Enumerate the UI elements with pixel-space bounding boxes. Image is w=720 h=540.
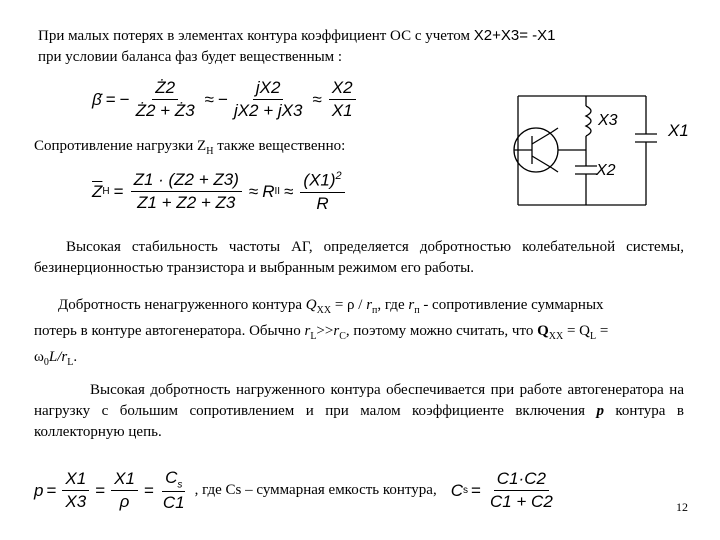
numerator-sub: s [177,479,183,491]
p2-t5: >> [316,323,334,339]
p2-t9: L/r [48,349,68,365]
denominator: X3 [65,492,87,512]
page-number: 12 [676,500,688,514]
denominator: Ż2 + Ż3 [135,101,195,120]
q2-symbol: Q [537,323,549,339]
load-text-a: Сопротивление нагрузки Z [34,138,207,154]
p2-t8: = ω [34,323,609,365]
ql-sub: L [590,331,597,342]
load-text [34,136,345,162]
numerator: C1·C2 [494,469,549,491]
rc-symbol: r [333,323,340,339]
denominator: R [316,193,329,213]
p2-t10: . [73,349,78,365]
r-ii: R [262,181,275,201]
minus-sign: − [218,89,228,109]
phase-condition: X2+X3= -X1 [473,27,556,44]
cs-symbol: C [450,480,463,500]
w-sub: 0 [43,357,49,368]
exponent: 2 [335,170,342,182]
cs-description: , где Cs – суммарная емкость контура, [194,482,437,499]
q-sub: XX [316,305,332,316]
denominator: C1 [162,493,185,513]
rl2-sub: L [67,357,74,368]
wire-tr-a [552,128,558,132]
inductor-x3 [586,106,591,136]
load-sub: H [206,146,214,157]
approx-sign: ≈ [204,89,214,109]
rl-symbol: r [304,323,311,339]
p2-t3: , где [377,297,409,313]
minus-sign: − [119,89,130,109]
frac-x1-rho [111,469,138,512]
frac-cs-c1 [160,468,188,513]
denominator: C1 + C2 [489,492,553,512]
p3-t2: контура в коллекторную цепь. [34,403,684,440]
load-fraction-1 [131,170,242,213]
cs-sub: s [463,485,468,497]
load-text-b: также вещественно: [213,138,346,154]
oscillator-circuit [498,88,708,213]
eq-sign: = [46,480,57,500]
intro-line1: При малых потерях в элементах контура коэффициент ОС с учетом [38,28,474,44]
approx-sign: ≈ [312,89,322,109]
eq-sign: = [95,480,106,500]
p2-t7: = Q [563,323,590,339]
transistor-collector [532,132,552,144]
denominator: ρ [119,492,130,512]
r-symbol: r [366,297,373,313]
paragraph-q-loaded [34,380,684,443]
p2-t4: - сопротивление суммарных потерь в контуре автогенератора. Обычно [34,297,604,339]
bottom-equation [34,468,559,513]
label-x1: X1 [668,121,689,140]
load-equation [92,170,348,214]
r-sub: п [372,305,378,316]
numerator: jX2 [253,78,284,100]
approx-sign: ≈ [248,181,259,201]
paragraph-stability: Высокая стабильность частоты АГ, определяется добротностью колебательной системы, безинерционностью транзистора и выбранным режимом его работы. [34,239,684,276]
label-x3: X3 [598,112,618,129]
denominator: Z1 + Z2 + Z3 [137,193,236,213]
beta-symbol: β̇ [92,89,102,109]
label-x2: X2 [596,162,616,179]
p3-t1: Высокая добротность нагруженного контура обеспечивается при работе автогенератора на нагрузку с большим сопротивлением и при малом коэффициенте включения [34,382,684,419]
eq-sign: = [143,480,154,500]
p2-t1: Добротность ненагруженного контура [58,297,306,313]
intro-line2: при условии баланса фаз будет вещественным : [38,49,343,65]
transistor-emitter [532,156,552,168]
numerator: C [165,468,178,487]
wire-tr-b [552,168,558,172]
eq-sign: = [105,89,116,109]
beta-fraction-1 [133,78,198,121]
rl-sub: L [310,331,317,342]
paragraph-q-unloaded [34,295,649,373]
r2-sub: п [414,305,420,316]
denominator: jX2 + jX3 [233,101,303,120]
r-ii-sub: II [274,186,281,198]
beta-fraction-2 [231,78,306,121]
numerator: (X1) [303,170,336,190]
eq-sign: = [471,480,481,500]
numerator: X2 [329,78,356,100]
q-symbol: Q [305,297,317,313]
beta-equation [92,78,359,121]
approx-sign: ≈ [284,181,294,201]
numerator: Z1 · (Z2 + Z3) [131,170,242,192]
rc-sub: C [339,331,346,342]
denominator: X1 [331,101,353,120]
load-fraction-2 [300,170,344,214]
p-symbol: p [34,480,44,500]
z-load: $\overline{Z}$ [92,181,103,201]
numerator: X1 [111,469,138,491]
z-load-sub: H [102,186,110,198]
numerator: Ż2 [152,78,178,100]
intro-text [38,25,688,68]
p-symbol: p [596,403,604,419]
r2-symbol: r [408,297,415,313]
q2-sub: XX [548,331,564,342]
p2-t6: , поэтому можно считать, что [345,323,538,339]
frac-x1-x3 [62,469,89,512]
eq-sign: = [113,181,124,201]
frac-c1c2 [487,469,556,512]
beta-fraction-3 [329,78,356,121]
numerator: X1 [62,469,89,491]
p2-t2: = ρ / [331,297,367,313]
